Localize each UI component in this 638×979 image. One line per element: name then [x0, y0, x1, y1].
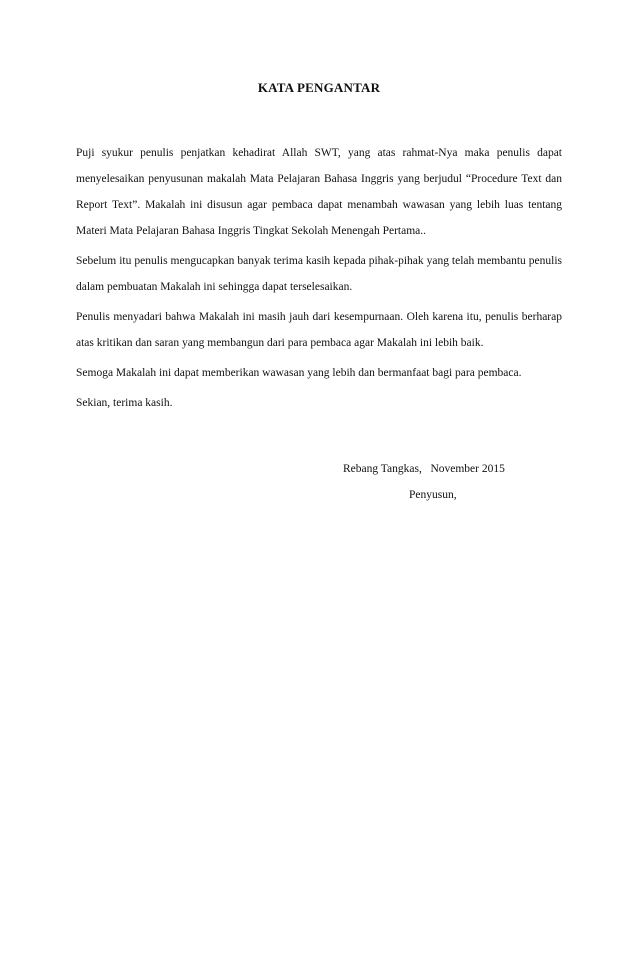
paragraph-3: Penulis menyadari bahwa Makalah ini masih jauh dari kesempurnaan. Oleh karena itu, penulis berharap atas kritikan dan saran yang membangun dari para pembaca agar Makalah ini lebih baik. [76, 311, 562, 349]
signature-place-date: Rebang Tangkas, November 2015 [343, 463, 505, 475]
paragraph-5: Sekian, terima kasih. [76, 397, 173, 409]
paragraph-1: Puji syukur penulis penjatkan kehadirat Allah SWT, yang atas rahmat-Nya maka penulis dapat menyelesaikan penyusunan makalah Mata Pelajaran Bahasa Inggris yang berjudul “Procedure Text dan Report Text”. Makalah ini disusun agar pembaca dapat menambah wawasan yang lebih luas tentang Materi Mata Pelajaran Bahasa Inggris Tingkat Sekolah Menengah Pertama.. [76, 147, 562, 237]
document-body [76, 140, 562, 420]
signature-author: Penyusun, [409, 489, 457, 501]
paragraph-4: Semoga Makalah ini dapat memberikan wawasan yang lebih dan bermanfaat bagi para pembaca. [76, 367, 522, 379]
page-title: KATA PENGANTAR [257, 80, 381, 95]
signature-block [343, 456, 563, 508]
paragraph-2: Sebelum itu penulis mengucapkan banyak terima kasih kepada pihak-pihak yang telah membantu penulis dalam pembuatan Makalah ini sehingga dapat terselesaikan. [76, 255, 562, 293]
